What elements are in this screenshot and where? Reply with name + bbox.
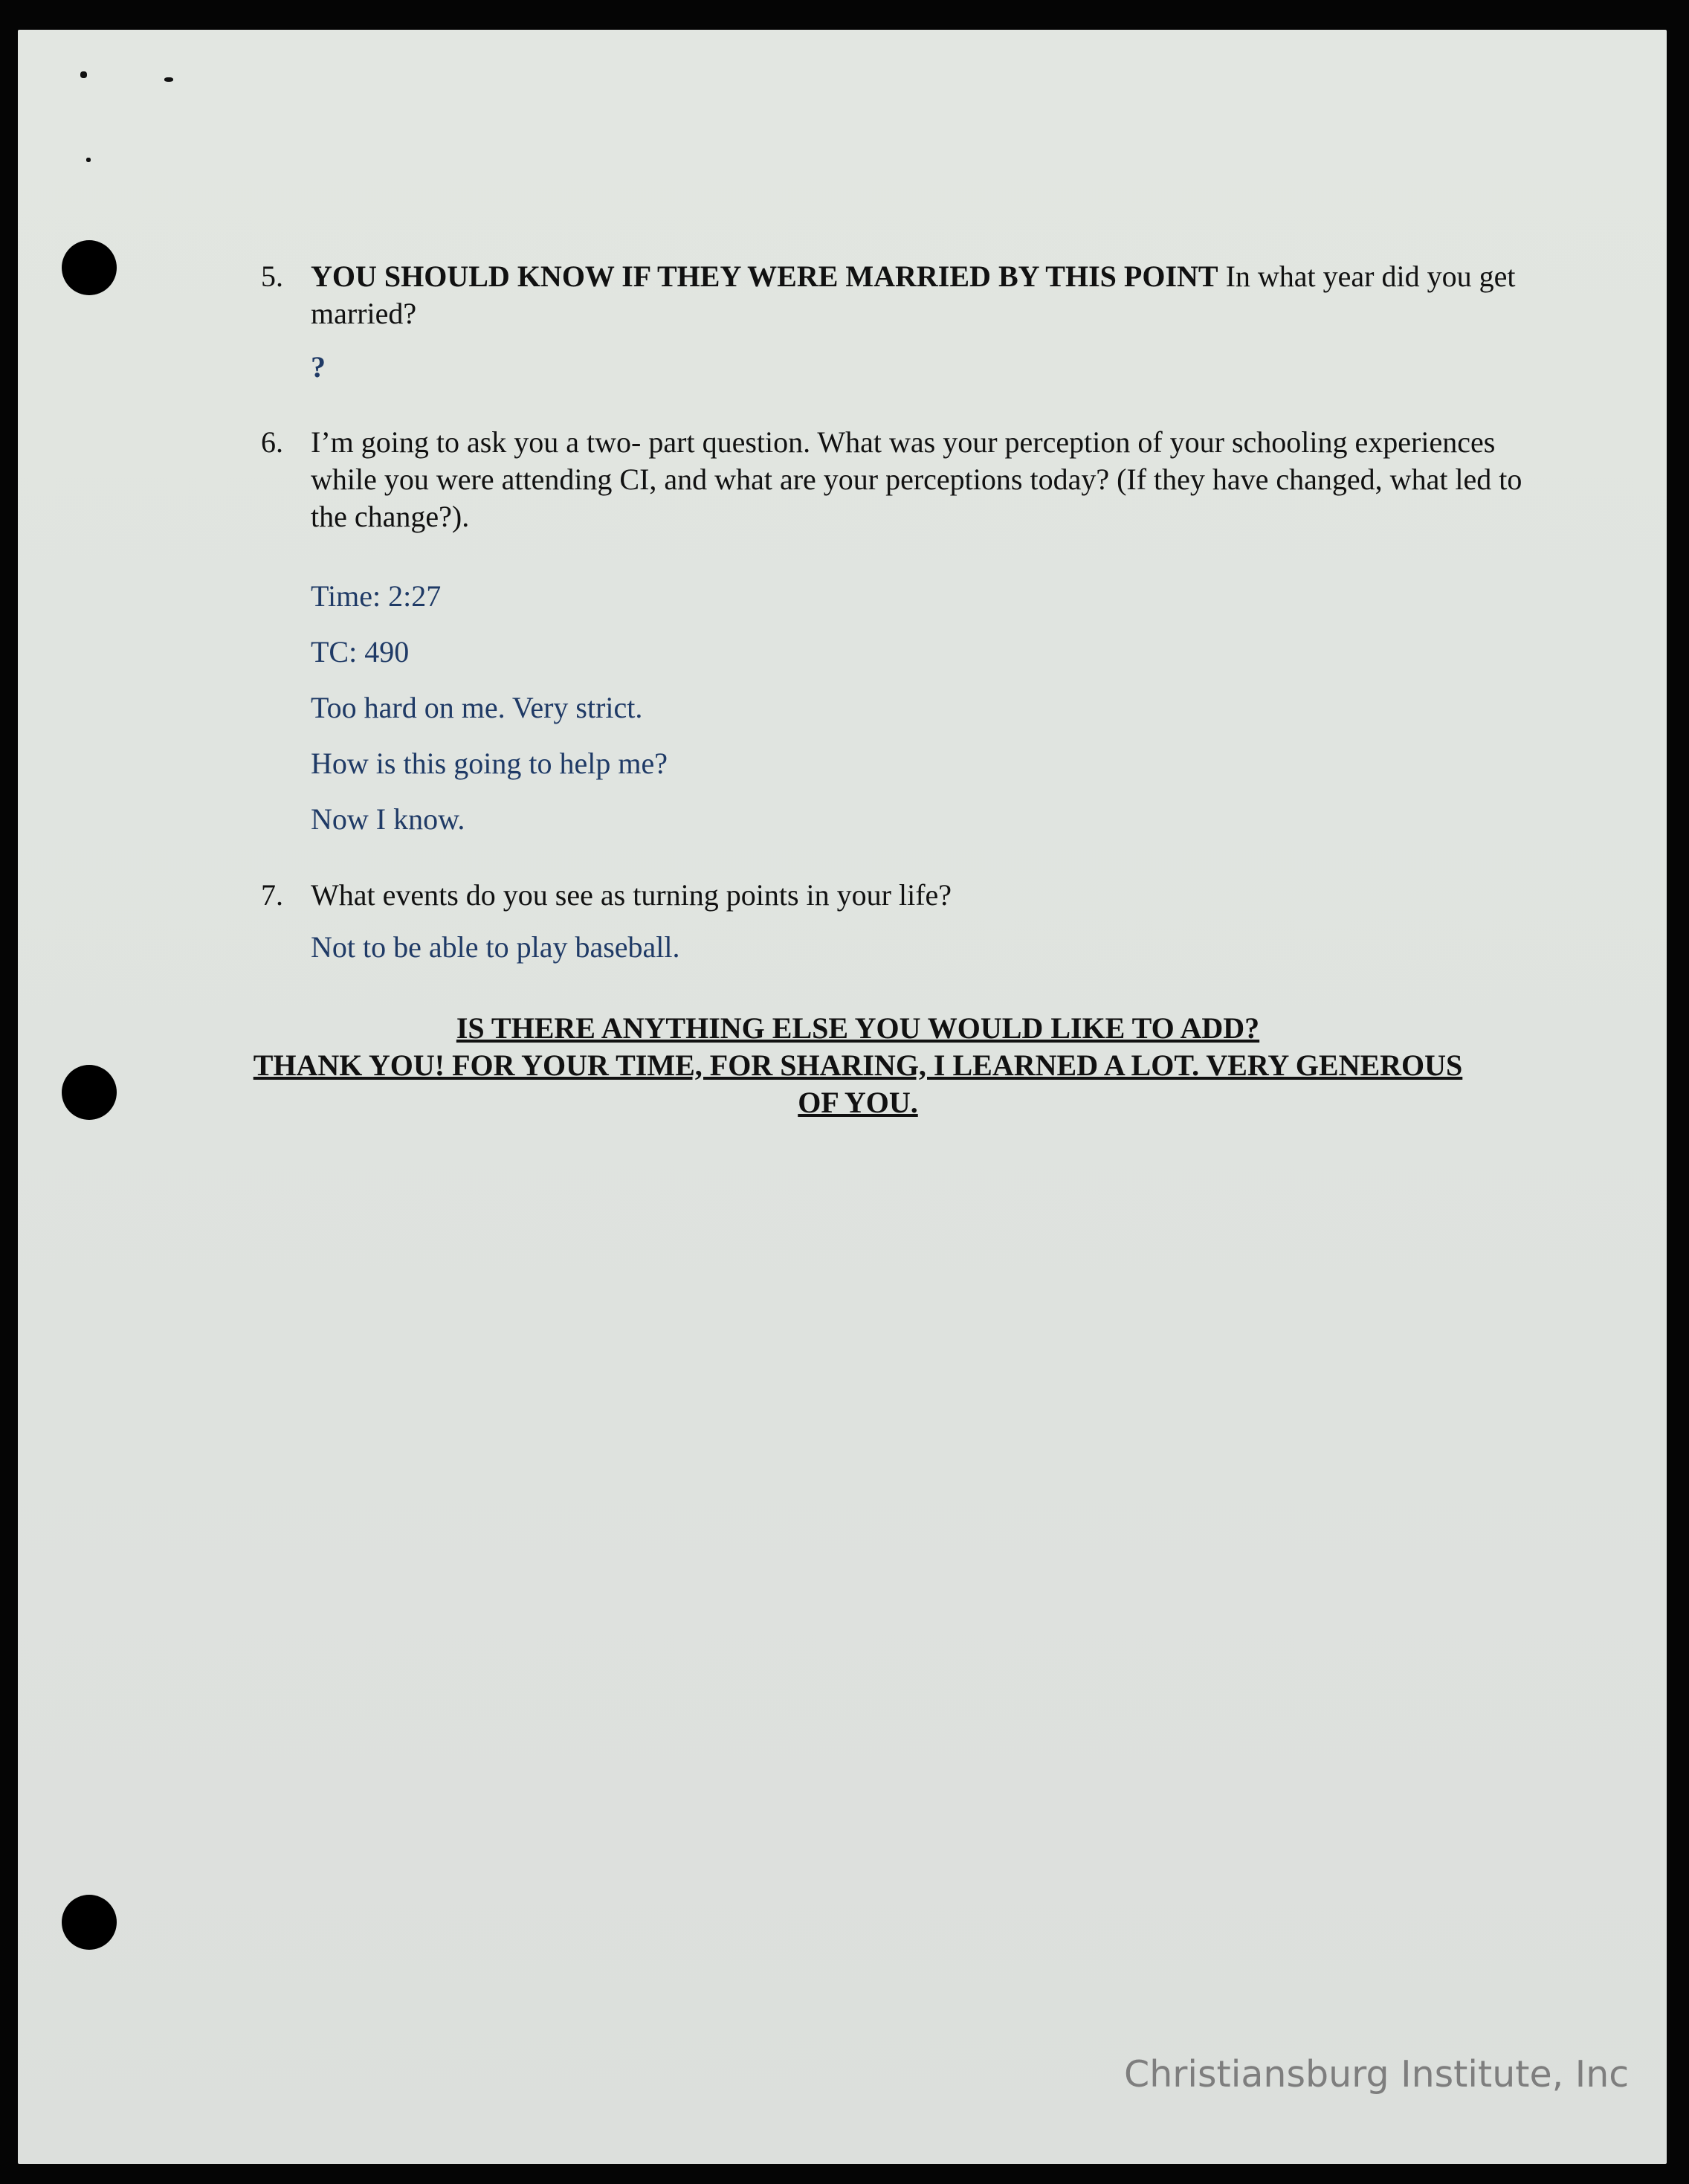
question-6-answer-tc: TC: 490: [311, 635, 410, 669]
watermark: Christiansburg Institute, Inc: [1124, 2053, 1630, 2096]
question-6-text: I’m going to ask you a two- part question. What was your perception of your schooling experiences while you were attending CI, and what are your perceptions today? (If they have changed, what led to the change?).: [311, 425, 1522, 533]
question-6-number: 6.: [261, 425, 283, 459]
closing-remarks: [241, 1010, 1475, 1121]
question-6-answer-line: How is this going to help me?: [311, 747, 668, 780]
question-7-number: 7.: [261, 878, 283, 912]
question-6-answer-line: Too hard on me. Very strict.: [311, 691, 643, 724]
question-6-answer-line: Now I know.: [311, 802, 465, 836]
document-page: [18, 30, 1667, 2164]
question-6-answer-time: Time: 2:27: [311, 579, 442, 613]
question-5-prompt: In what year did you get married?: [311, 260, 1516, 330]
question-5-number: 5.: [261, 260, 283, 293]
closing-thanks: THANK YOU! FOR YOUR TIME, FOR SHARING, I LEARNED A LOT. VERY GENEROUS OF YOU.: [253, 1048, 1463, 1119]
closing-question: IS THERE ANYTHING ELSE YOU WOULD LIKE TO ADD?: [456, 1011, 1260, 1045]
question-7-answer: Not to be able to play baseball.: [311, 930, 680, 964]
page-content: [18, 30, 1667, 2164]
question-7-text: What events do you see as turning points in your life?: [311, 878, 952, 912]
question-5-instruction: YOU SHOULD KNOW IF THEY WERE MARRIED BY THIS POINT: [311, 260, 1218, 293]
question-5-text: [311, 258, 1530, 332]
question-5-answer: ?: [311, 350, 326, 384]
